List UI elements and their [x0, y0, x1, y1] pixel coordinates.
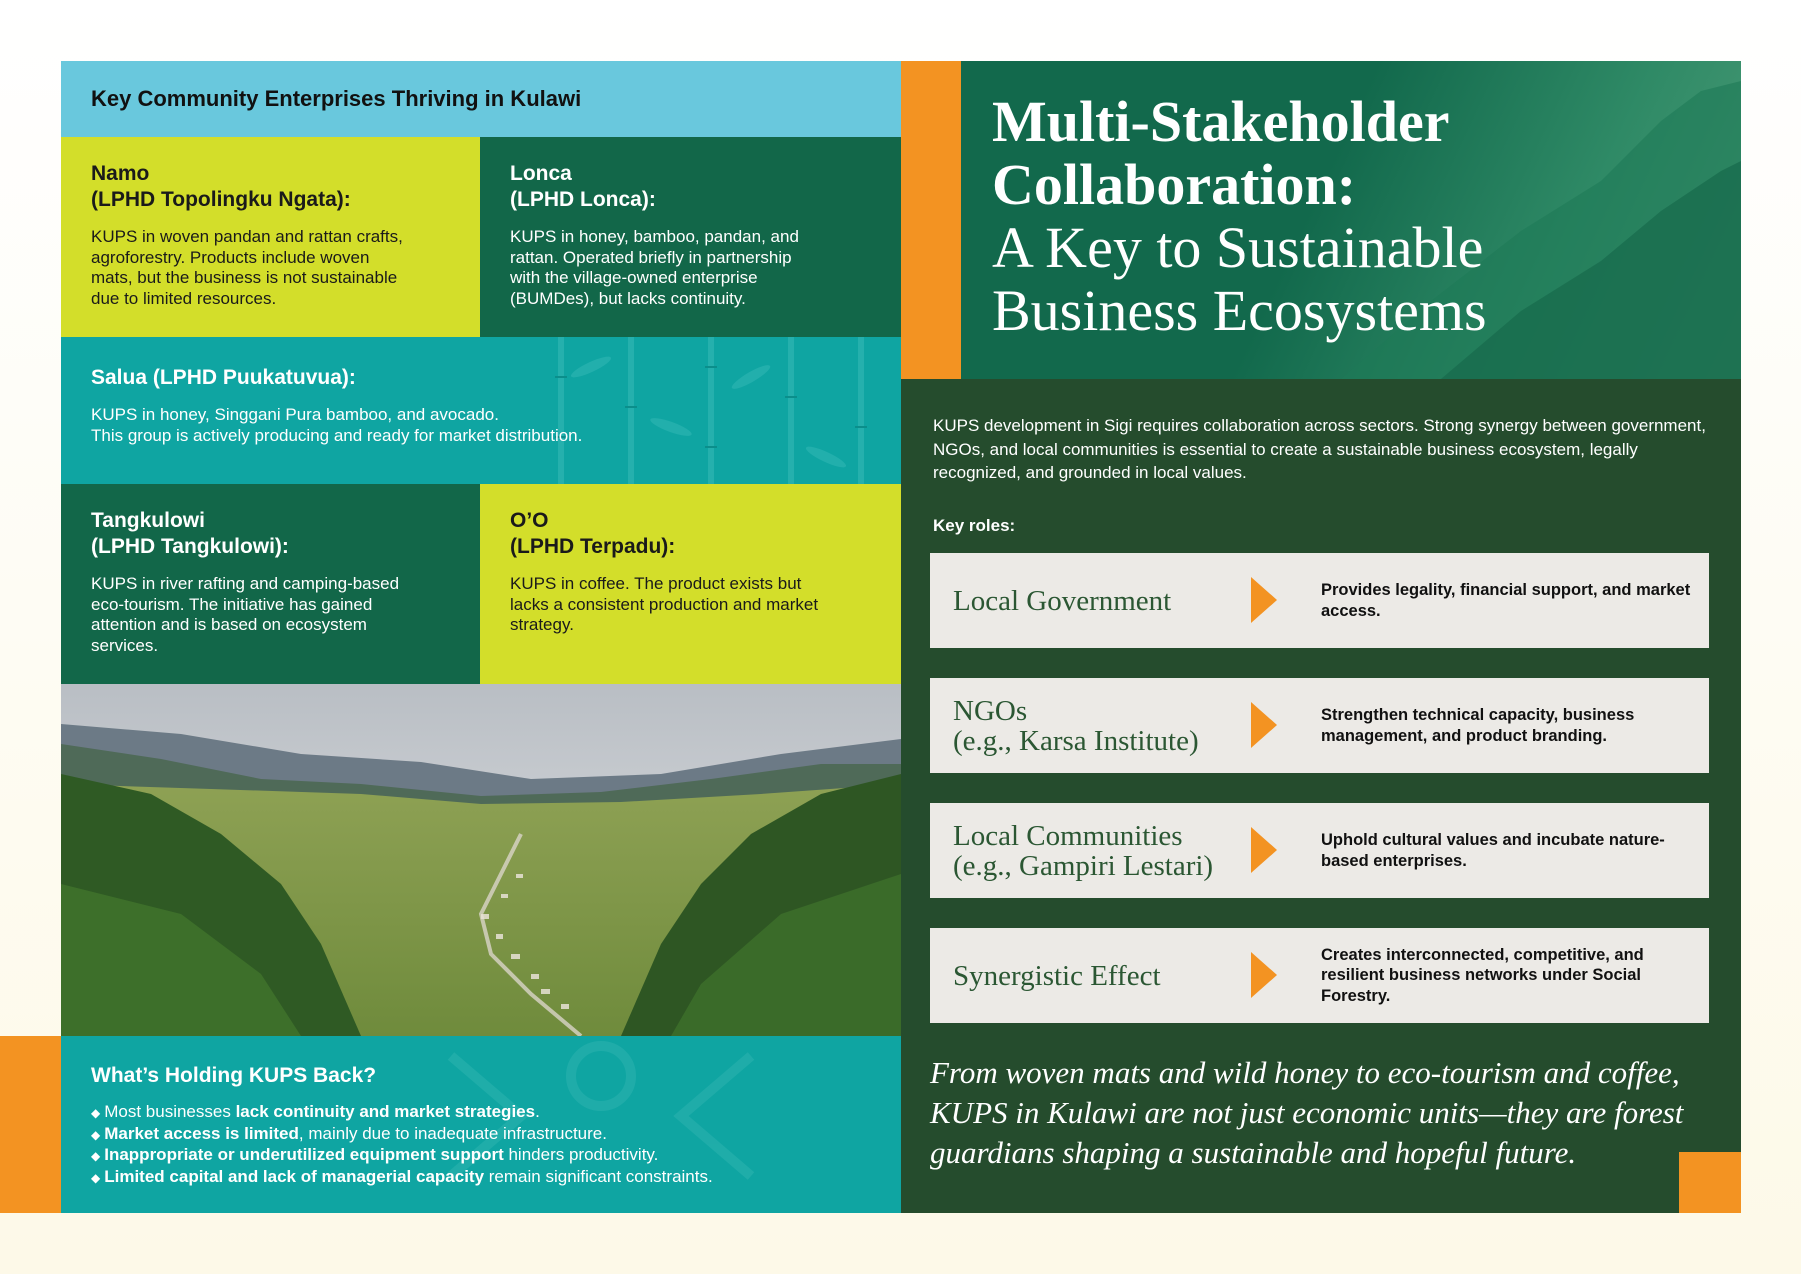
- enterprise-card-title: Tangkulowi (LPHD Tangkulowi):: [91, 509, 289, 558]
- enterprise-card-body: KUPS in river rafting and camping-based eco-tourism. The initiative has gained attention and is based on ecosystem services.: [91, 574, 400, 655]
- diamond-bullet-icon: ◆: [91, 1127, 101, 1142]
- left-header-bar: [61, 61, 901, 137]
- enterprise-card-body: KUPS in honey, Singgani Pura bamboo, and avocado. This group is actively producing and ready for market distribution.: [91, 405, 583, 445]
- challenge-item: ◆ Inappropriate or underutilized equipment support hinders productivity.: [91, 1145, 659, 1165]
- intro-paragraph: KUPS development in Sigi requires collaboration across sectors. Strong synergy between government, NGOs, and local communities is essential to create a sustainable business ecosystem, legally recognized, and grounded in local values.: [933, 416, 1706, 482]
- role-card-local-government: [930, 553, 1709, 648]
- role-name: NGOs (e.g., Karsa Institute): [953, 694, 1199, 757]
- orange-accent-block: [0, 1036, 61, 1213]
- roles-label: Key roles:: [933, 516, 1016, 535]
- orange-accent-stripe: [901, 61, 961, 379]
- closing-quote: From woven mats and wild honey to eco-tourism and coffee, KUPS in Kulawi are not just economic units—they are forest guardians shaping a sustainable and hopeful future.: [930, 1055, 1684, 1170]
- enterprise-card-body: KUPS in honey, bamboo, pandan, and rattan. Operated briefly in partnership with the village-owned enterprise (BUMDes), but lacks continuity.: [510, 227, 799, 308]
- challenge-item: ◆ Limited capital and lack of managerial capacity remain significant constraints.: [91, 1166, 713, 1186]
- enterprise-card-namo: [61, 137, 480, 337]
- arrow-right-icon: [1251, 577, 1277, 623]
- role-description: Creates interconnected, competitive, and resilient business networks under Social Forestry.: [1321, 945, 1644, 1005]
- role-card-synergistic-effect: [930, 928, 1709, 1023]
- role-description: Uphold cultural values and incubate nature-based enterprises.: [1321, 831, 1665, 870]
- role-card-ngos: [930, 678, 1709, 773]
- enterprise-card-body: KUPS in coffee. The product exists but lacks a consistent production and market strategy.: [510, 574, 819, 634]
- role-name: Synergistic Effect: [953, 959, 1161, 992]
- challenge-item: ◆ Most businesses lack continuity and market strategies.: [91, 1102, 540, 1121]
- role-name: Local Communities (e.g., Gampiri Lestari): [953, 819, 1214, 882]
- orange-corner-block: [1679, 1152, 1741, 1213]
- enterprise-card-salua: [61, 337, 901, 484]
- diamond-bullet-icon: ◆: [91, 1170, 101, 1185]
- valley-landscape-photo: [61, 684, 901, 1036]
- enterprise-card-title: Salua (LPHD Puukatuvua):: [91, 366, 356, 389]
- enterprise-card-tangkulowi: [61, 484, 480, 684]
- role-card-local-communities: [930, 803, 1709, 898]
- arrow-right-icon: [1251, 827, 1277, 873]
- enterprise-card-title: Namo (LPHD Topolingku Ngata):: [91, 162, 351, 211]
- challenge-item: ◆ Market access is limited, mainly due to inadequate infrastructure.: [91, 1123, 607, 1143]
- enterprise-card-title: Lonca (LPHD Lonca):: [510, 162, 656, 211]
- challenges-title: What’s Holding KUPS Back?: [91, 1064, 377, 1087]
- arrow-right-icon: [1251, 702, 1277, 748]
- enterprise-card-title: O’O (LPHD Terpadu):: [510, 509, 676, 558]
- role-name: Local Government: [953, 584, 1172, 617]
- role-description: Strengthen technical capacity, business management, and product branding.: [1321, 706, 1635, 745]
- enterprise-card-oo: [480, 484, 901, 684]
- page-title: Multi-Stakeholder Collaboration: A Key to Sustainable Business Ecosystems: [992, 89, 1487, 343]
- diamond-bullet-icon: ◆: [91, 1106, 101, 1120]
- challenges-list: [91, 1102, 871, 1188]
- challenges-panel: [61, 1036, 901, 1213]
- arrow-right-icon: [1251, 952, 1277, 998]
- diamond-bullet-icon: ◆: [91, 1149, 101, 1164]
- left-header-title: Key Community Enterprises Thriving in Kulawi: [91, 86, 582, 111]
- enterprise-card-lonca: [480, 137, 901, 337]
- enterprise-card-body: KUPS in woven pandan and rattan crafts, agroforestry. Products include woven mats, but the business is not sustainable due to limited resources.: [91, 227, 403, 308]
- role-description: Provides legality, financial support, and market access.: [1321, 581, 1691, 620]
